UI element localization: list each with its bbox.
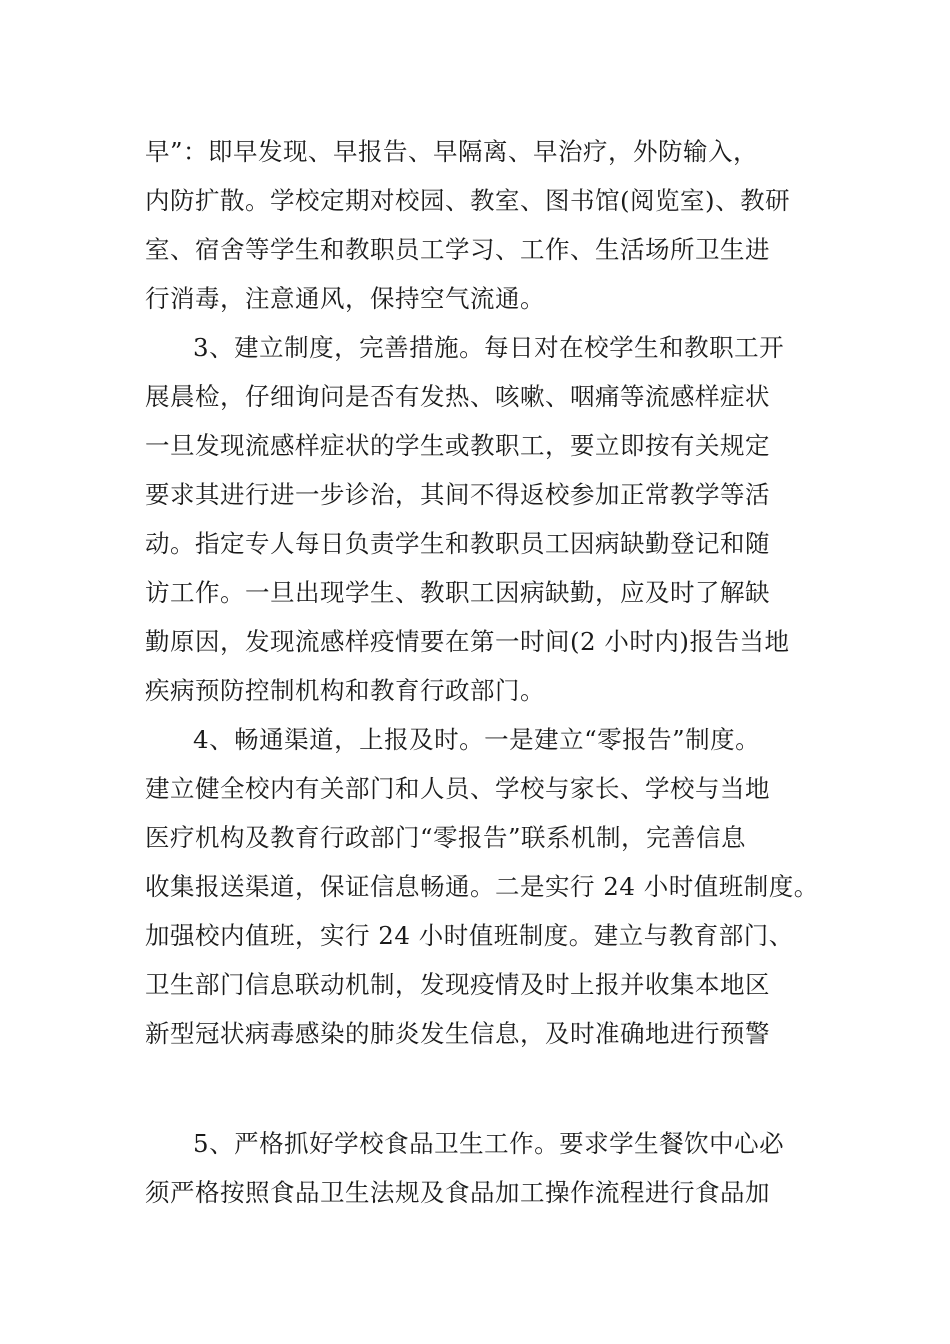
- text-line: 新型冠状病毒感染的肺炎发生信息，及时准确地进行预警: [145, 1019, 770, 1048]
- text-line: 访工作。一旦出现学生、教职工因病缺勤，应及时了解缺: [145, 578, 770, 607]
- text-line: 疾病预防控制机构和教育行政部门。: [145, 676, 545, 705]
- text-line: 建立健全校内有关部门和人员、学校与家长、学校与当地: [145, 774, 770, 803]
- text-line: 一旦发现流感样症状的学生或教职工，要立即按有关规定: [145, 431, 770, 460]
- text-line: 早”：即早发现、早报告、早隔离、早治疗，外防输入，: [145, 137, 759, 166]
- text-line: 加强校内值班，实行 24 小时值班制度。建立与教育部门、: [145, 921, 794, 950]
- paragraph-5-first-line: 5、严格抓好学校食品卫生工作。要求学生餐饮中心必: [193, 1129, 785, 1158]
- text-line: 须严格按照食品卫生法规及食品加工操作流程进行食品加: [145, 1178, 770, 1207]
- paragraph-4-first-line: 4、畅通渠道，上报及时。一是建立“零报告”制度。: [193, 725, 761, 754]
- text-line: 展晨检，仔细询问是否有发热、咳嗽、咽痛等流感样症状: [145, 382, 770, 411]
- text-line: 医疗机构及教育行政部门“零报告”联系机制，完善信息: [145, 823, 747, 852]
- text-line: 内防扩散。学校定期对校园、教室、图书馆(阅览室)、教研: [145, 186, 791, 215]
- text-line: 卫生部门信息联动机制，发现疫情及时上报并收集本地区: [145, 970, 770, 999]
- text-line: 勤原因，发现流感样疫情要在第一时间(2 小时内)报告当地: [145, 627, 790, 656]
- text-line: 室、宿舍等学生和教职员工学习、工作、生活场所卫生进: [145, 235, 770, 264]
- text-line: 动。指定专人每日负责学生和教职员工因病缺勤登记和随: [145, 529, 770, 558]
- text-line: 行消毒，注意通风，保持空气流通。: [145, 284, 545, 313]
- text-line: 收集报送渠道，保证信息畅通。二是实行 24 小时值班制度。: [145, 872, 819, 901]
- text-line: 要求其进行进一步诊治，其间不得返校参加正常教学等活: [145, 480, 770, 509]
- paragraph-3-first-line: 3、建立制度，完善措施。每日对在校学生和教职工开: [193, 333, 785, 362]
